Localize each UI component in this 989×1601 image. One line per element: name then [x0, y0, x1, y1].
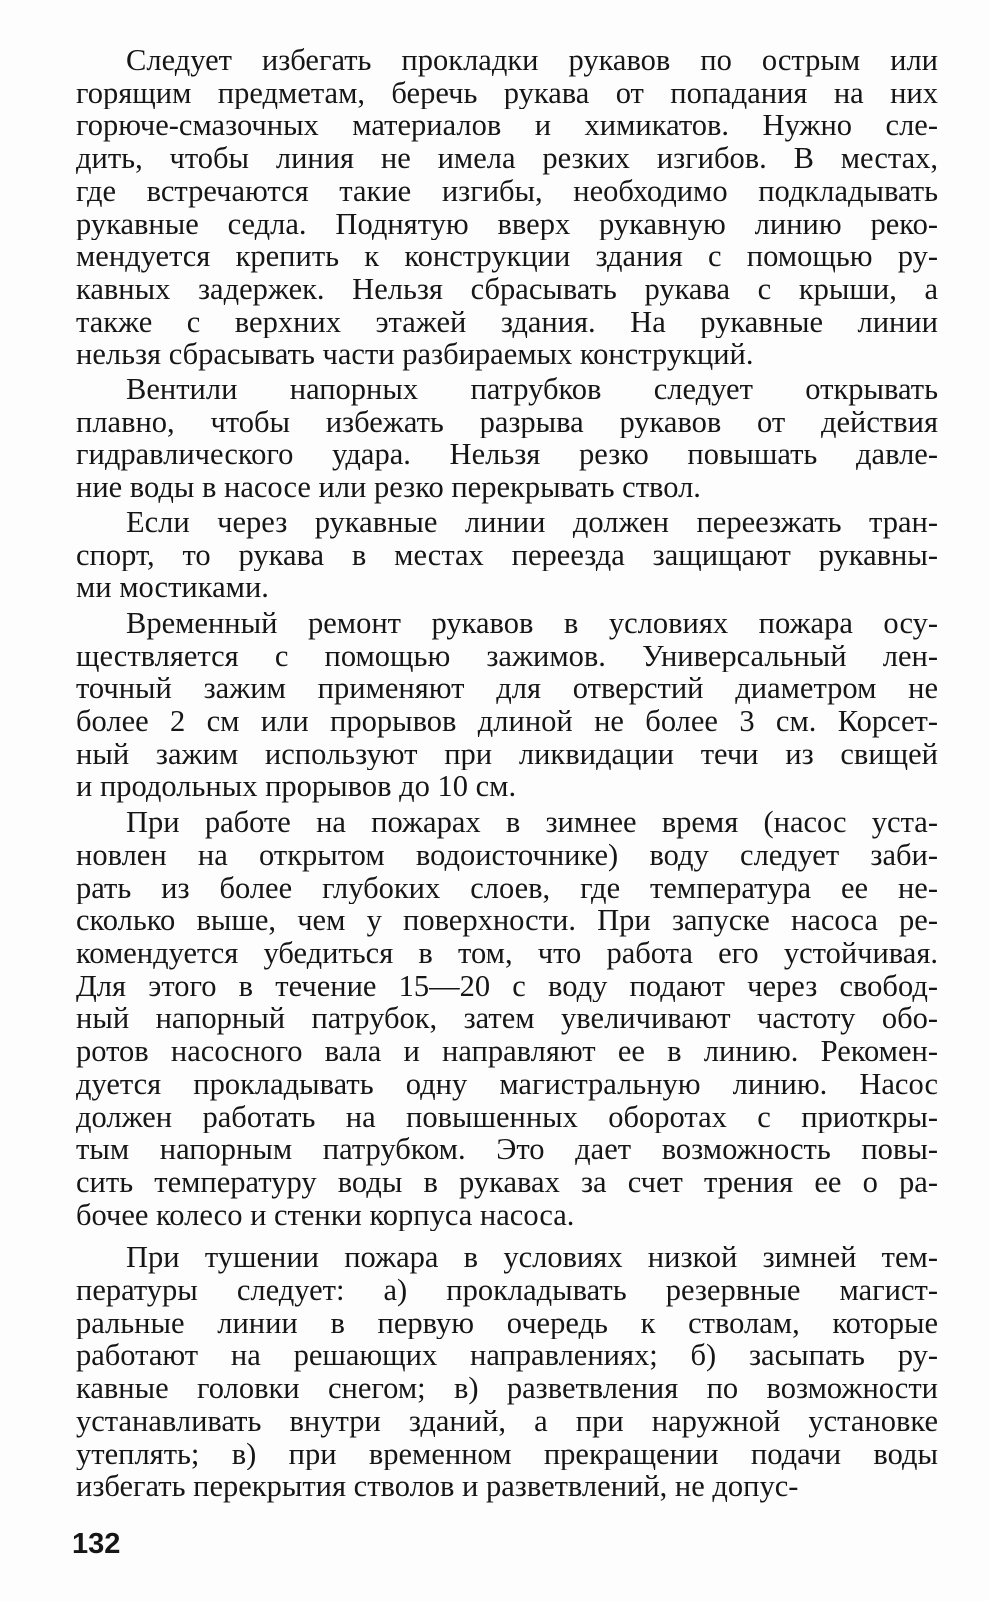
text-line: ществляется с помощью зажимов. Универсальный лен- [76, 639, 938, 673]
text-line: ный напорный патрубок, затем увеличивают частоту обо- [76, 1002, 938, 1036]
text-line: Для этого в течение 15—20 с воду подают через свобод- [76, 969, 938, 1003]
text-line: работают на решающих направлениях; б) засыпать ру- [76, 1339, 938, 1373]
text-line: более 2 см или прорывов длиной не более 3 см. Корсет- [76, 705, 938, 738]
text-line: устанавливать внутри зданий, а при наружной установке [76, 1404, 938, 1438]
text-line: спорт, то рукава в местах переезда защищают рукавны- [76, 538, 938, 572]
text-line: горящим предметам, беречь рукава от попадания на них [76, 76, 938, 110]
paragraph [76, 373, 938, 504]
text-line: где встречаются такие изгибы, необходимо подкладывать [76, 174, 938, 208]
text-line: ный зажим используют при ликвидации течи из свищей [76, 737, 938, 771]
text-line: избегать перекрытия стволов и разветвлений, не допус- [76, 1470, 799, 1503]
paragraph [76, 607, 938, 803]
text-line: нельзя сбрасывать части разбираемых конструкций. [76, 338, 754, 372]
text-line: Вентили напорных патрубков следует открывать [126, 373, 938, 406]
text-line: сить температуру воды в рукавах за счет трения ее о ра- [76, 1165, 938, 1199]
text-line: ми мостиками. [76, 571, 269, 604]
text-line: Следует избегать прокладки рукавов по острым или [126, 44, 938, 77]
text-line: новлен на открытом водоисточнике) воду следует заби- [76, 838, 938, 872]
page-number: 132 [72, 1528, 121, 1560]
text-line: ральные линии в первую очередь к стволам, которые [76, 1306, 938, 1340]
text-line: должен работать на повышенных оборотах с приоткры- [76, 1100, 938, 1134]
text-line: также с верхних этажей здания. На рукавные линии [76, 305, 938, 339]
paragraph [76, 506, 938, 604]
text-line: пературы следует: а) прокладывать резервные магист- [76, 1274, 938, 1307]
text-line: кавные головки снегом; в) разветвления по возможности [76, 1372, 938, 1405]
text-line: кавных задержек. Нельзя сбрасывать рукава с крыши, а [76, 272, 938, 306]
text-line: рукавные седла. Поднятую вверх рукавную линию реко- [76, 207, 938, 241]
paragraph [76, 1241, 938, 1503]
text-line: Временный ремонт рукавов в условиях пожара осу- [126, 606, 938, 640]
text-line: точный зажим применяют для отверстий диаметром не [76, 672, 938, 706]
text-line: комендуется убедиться в том, что работа его устойчивая. [76, 936, 938, 970]
text-line: Если через рукавные линии должен переезжать тран- [126, 505, 938, 539]
text-line: мендуется крепить к конструкции здания с помощью ру- [76, 240, 938, 273]
paragraph [76, 44, 938, 371]
body-text [76, 44, 938, 1503]
text-line: плавно, чтобы избежать разрыва рукавов от действия [76, 405, 938, 439]
text-line: дить, чтобы линия не имела резких изгибов. В местах, [76, 142, 938, 175]
text-line: сколько выше, чем у поверхности. При запуске насоса ре- [76, 904, 938, 937]
text-line: гидравлического удара. Нельзя резко повышать давле- [76, 438, 938, 472]
text-line: рать из более глубоких слоев, где температура ее не- [76, 871, 938, 905]
text-line: При тушении пожара в условиях низкой зимней тем- [126, 1241, 938, 1275]
text-line: ротов насосного вала и направляют ее в линию. Рекомен- [76, 1035, 938, 1068]
paragraph [76, 806, 938, 1231]
text-line: тым напорным патрубком. Это дает возможность повы- [76, 1133, 938, 1166]
text-line: горюче-смазочных материалов и химикатов. Нужно сле- [76, 109, 938, 143]
text-line: утеплять; в) при временном прекращении подачи воды [76, 1437, 938, 1471]
text-line: дуется прокладывать одну магистральную линию. Насос [76, 1067, 938, 1101]
text-line: При работе на пожарах в зимнее время (насос уста- [126, 806, 938, 839]
text-line: ние воды в насосе или резко перекрывать ствол. [76, 471, 701, 504]
text-line: бочее колесо и стенки корпуса насоса. [76, 1198, 575, 1232]
text-line: и продольных прорывов до 10 см. [76, 770, 517, 804]
